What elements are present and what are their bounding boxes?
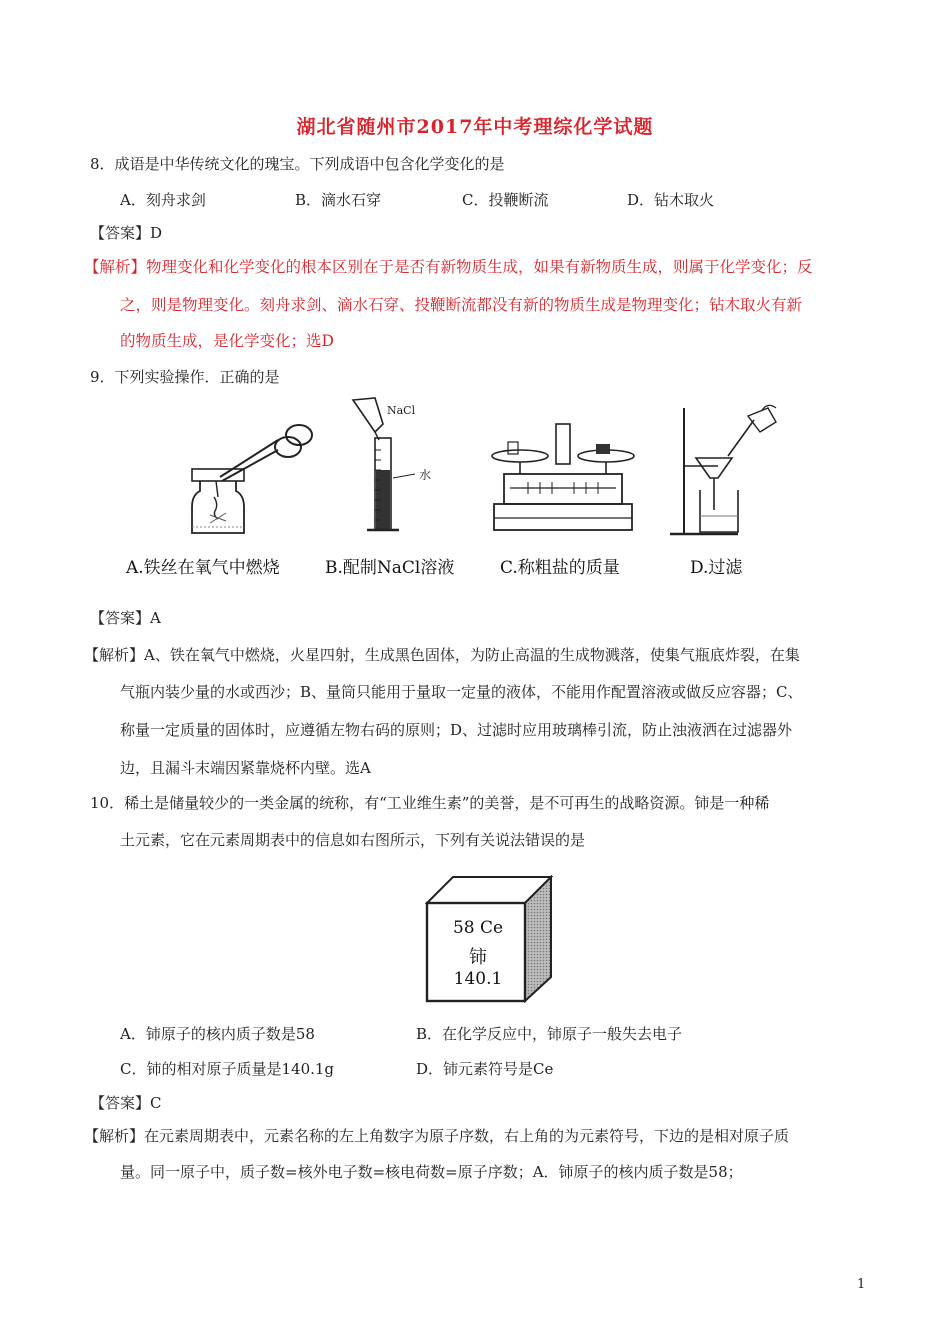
q10-option-c: C．铈的相对原子质量是140.1g <box>120 1060 335 1078</box>
figure-b-label-water: 水 <box>419 468 432 482</box>
q10-option-d: D．铈元素符号是Ce <box>416 1060 554 1078</box>
element-mass: 140.1 <box>453 969 503 989</box>
figure-d-filtration <box>668 398 788 548</box>
q9-analysis-line-3: 称量一定质量的固体时，应遵循左物右码的原则；D、过滤时应用玻璃棒引流，防止浊液洒在过滤器外 <box>120 721 793 739</box>
q8-option-a: A．刻舟求剑 <box>120 191 206 209</box>
q9-analysis-line-1: 【解析】A、铁在氧气中燃烧，火星四射，生成黑色固体，为防止高温的生成物溅落，使集气瓶底炸裂，在集 <box>84 646 800 664</box>
q10-option-a: A．铈原子的核内质子数是58 <box>120 1025 315 1043</box>
figure-d-caption: D.过滤 <box>690 558 743 578</box>
figure-a-iron-burning <box>186 405 316 545</box>
q10-stem-line-2: 土元素，它在元素周期表中的信息如右图所示，下列有关说法错误的是 <box>120 831 586 849</box>
figure-a-caption: A.铁丝在氧气中燃烧 <box>126 558 280 578</box>
figure-c-balance <box>488 418 638 548</box>
q8-option-d: D．钻木取火 <box>627 191 715 209</box>
q8-option-b: B．滴水石穿 <box>295 191 382 209</box>
q10-answer: 【答案】C <box>90 1094 162 1112</box>
q8-answer: 【答案】D <box>90 224 163 242</box>
element-number: 58 <box>452 918 475 938</box>
q10-stem-line-1: 10．稀土是储量较少的一类金属的统称，有“工业维生素”的美誉，是不可再生的战略资源。铈是一种稀 <box>90 794 770 812</box>
figure-b-measuring-cylinder <box>345 396 455 546</box>
document-title: 湖北省随州市2017年中考理综化学试题 <box>296 116 654 138</box>
element-symbol: Ce <box>479 918 504 938</box>
page-number: 1 <box>857 1277 866 1292</box>
q9-stem: 9．下列实验操作．正确的是 <box>90 368 280 386</box>
q8-stem: 8．成语是中华传统文化的瑰宝。下列成语中包含化学变化的是 <box>90 155 505 173</box>
element-number-symbol <box>430 918 526 938</box>
q9-analysis-line-4: 边，且漏斗末端因紧靠烧杯内壁。选A <box>120 759 371 777</box>
q8-analysis-line-2: 之，则是物理变化。刻舟求剑、滴水石穿、投鞭断流都没有新的物质生成是物理变化；钻木取火有新 <box>120 296 803 314</box>
q9-answer: 【答案】A <box>90 609 161 627</box>
q10-analysis-line-2: 量。同一原子中，质子数=核外电子数=核电荷数=原子序数；A．铈原子的核内质子数是58； <box>120 1163 743 1181</box>
q8-analysis-line-3: 的物质生成，是化学变化；选D <box>120 332 334 350</box>
figure-c-caption: C.称粗盐的质量 <box>500 558 620 578</box>
figure-b-caption: B.配制NaCl溶液 <box>325 558 455 578</box>
q8-option-c: C．投鞭断流 <box>462 191 549 209</box>
q10-analysis-line-1: 【解析】在元素周期表中，元素名称的左上角数字为原子序数，右上角的为元素符号，下边的是相对原子质 <box>84 1127 790 1145</box>
q10-option-b: B．在化学反应中，铈原子一般失去电子 <box>416 1025 683 1043</box>
q8-analysis-line-1: 【解析】物理变化和化学变化的根本区别在于是否有新物质生成，如果有新物质生成，则属于化学变化；反 <box>84 258 813 276</box>
q9-analysis-line-2: 气瓶内装少量的水或西沙；B、量筒只能用于量取一定量的液体，不能用作配置溶液或做反应容器；C、 <box>120 683 803 701</box>
element-name: 铈 <box>469 947 487 968</box>
figure-b-label-nacl: NaCl <box>387 404 416 417</box>
